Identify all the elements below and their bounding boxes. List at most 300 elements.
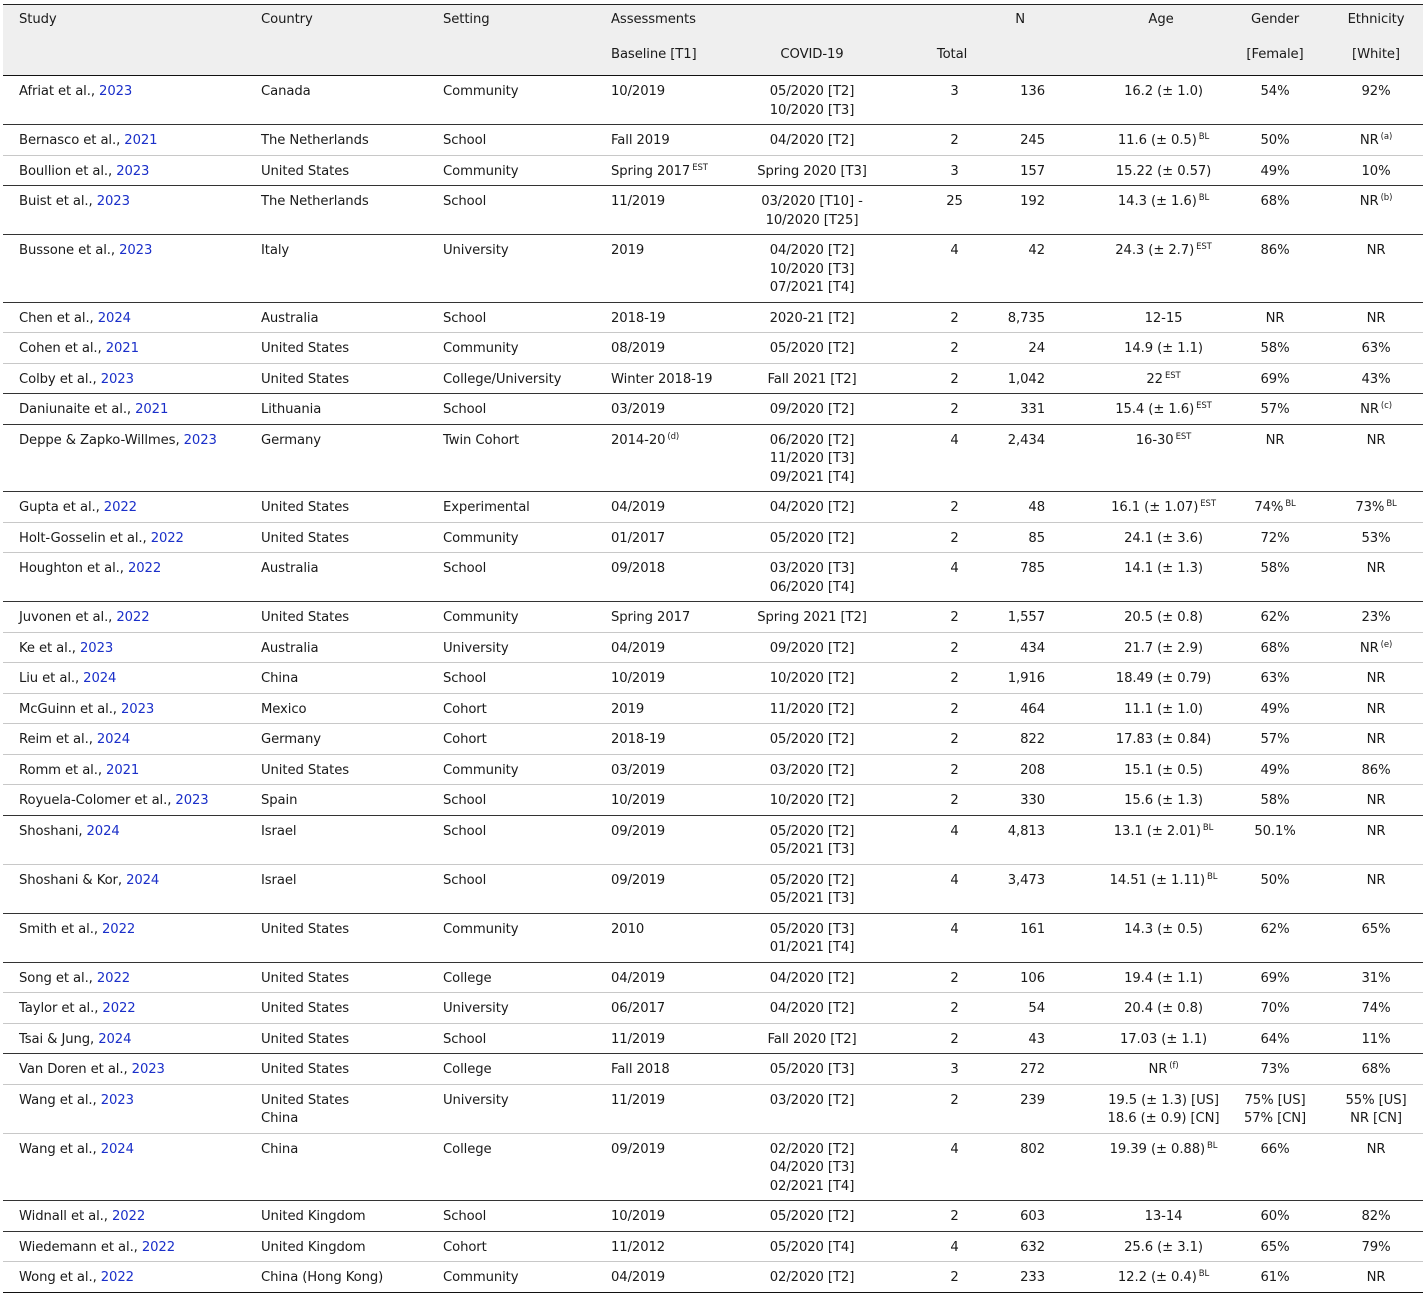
total-value: 2 <box>950 1001 959 1016</box>
gender-value: 73% <box>1260 1062 1290 1077</box>
cell-study <box>3 363 245 394</box>
ethnicity-value: NR [CN] <box>1350 1111 1402 1126</box>
study-year-link[interactable]: 2023 <box>119 243 153 258</box>
baseline-value: 04/2019 <box>611 640 666 656</box>
cell-age <box>1067 125 1221 156</box>
gender-line <box>1222 1061 1328 1080</box>
cell-setting <box>427 864 605 913</box>
cell-total <box>883 155 987 186</box>
country-line: United States <box>261 371 349 387</box>
cell-ethnicity <box>1329 76 1423 125</box>
setting-value: Community <box>443 530 519 546</box>
baseline-value: 2018-19 <box>611 732 666 747</box>
cell-total <box>883 962 987 993</box>
cell-total <box>883 815 987 864</box>
cell-country <box>245 1201 427 1232</box>
cell-gender <box>1221 1262 1329 1293</box>
baseline-value: Winter 2018-19 <box>611 371 713 387</box>
cell-total <box>883 913 987 962</box>
cell-covid <box>741 424 883 492</box>
baseline-value: 11/2019 <box>611 1031 666 1047</box>
cell-total <box>883 993 987 1024</box>
study-author: Wang et al., <box>19 1141 101 1157</box>
study-year-link[interactable]: 2021 <box>135 402 169 417</box>
cell-ethnicity <box>1329 553 1423 602</box>
total-value: 2 <box>950 1031 959 1047</box>
cell-study <box>3 785 245 816</box>
table-row <box>3 186 1423 235</box>
study-year-link[interactable]: 2023 <box>80 640 114 656</box>
covid-line: 02/2021 [T4] <box>769 1178 855 1194</box>
study-year-link[interactable]: 2024 <box>98 1031 132 1047</box>
ethnicity-value: 55% [US] <box>1345 1092 1407 1108</box>
age-line <box>1107 132 1220 151</box>
country-line: United Kingdom <box>261 1209 366 1224</box>
age-value: 14.1 (± 1.3) <box>1124 561 1203 576</box>
n-value: 8,735 <box>1007 310 1046 326</box>
cell-age <box>1067 1201 1221 1232</box>
setting-value: School <box>443 402 487 417</box>
cell-baseline <box>605 76 741 125</box>
cell-study <box>3 155 245 186</box>
age-line <box>1107 872 1220 891</box>
table-row <box>3 693 1423 724</box>
cell-gender <box>1221 125 1329 156</box>
cell-age <box>1067 424 1221 492</box>
gender-line <box>1222 340 1328 359</box>
gender-line <box>1222 609 1328 628</box>
cell-ethnicity <box>1329 1084 1423 1133</box>
covid-line: 05/2021 [T3] <box>769 842 855 857</box>
table-row <box>3 993 1423 1024</box>
total-value: 2 <box>950 970 959 986</box>
ethnicity-note: (a) <box>1380 132 1393 142</box>
cell-country <box>245 913 427 962</box>
cell-setting <box>427 785 605 816</box>
covid-line: 10/2020 [T25] <box>765 212 859 228</box>
cell-age <box>1067 864 1221 913</box>
cell-setting <box>427 1231 605 1262</box>
cell-study <box>3 186 245 235</box>
cell-gender <box>1221 394 1329 425</box>
age-line <box>1107 640 1220 659</box>
gender-value: 50% <box>1260 133 1290 148</box>
cell-total <box>883 724 987 755</box>
ethnicity-line <box>1330 1239 1422 1258</box>
n-value: 603 <box>1020 1209 1046 1224</box>
cell-country <box>245 1054 427 1085</box>
table-row <box>3 553 1423 602</box>
cell-n <box>987 155 1067 186</box>
age-value: 12-15 <box>1144 310 1183 326</box>
ethnicity-line <box>1330 970 1422 989</box>
cell-gender <box>1221 962 1329 993</box>
cell-baseline <box>605 663 741 694</box>
gender-line <box>1222 499 1328 518</box>
cell-total <box>883 235 987 303</box>
cell-gender <box>1221 1023 1329 1054</box>
cell-gender <box>1221 235 1329 303</box>
cell-n <box>987 125 1067 156</box>
cell-n <box>987 1231 1067 1262</box>
table-row <box>3 913 1423 962</box>
cell-study <box>3 1201 245 1232</box>
cell-age <box>1067 394 1221 425</box>
cell-total <box>883 333 987 364</box>
age-line <box>1107 921 1220 940</box>
n-value: 85 <box>1028 530 1046 546</box>
ethnicity-value: NR <box>1366 1141 1386 1157</box>
cell-study <box>3 1231 245 1262</box>
cell-age <box>1067 76 1221 125</box>
covid-line: 06/2020 [T2] <box>769 432 855 448</box>
cell-age <box>1067 602 1221 633</box>
table-row <box>3 1023 1423 1054</box>
gender-line <box>1222 1141 1328 1160</box>
covid-line: 05/2020 [T2] <box>769 1209 855 1224</box>
study-year-link[interactable]: 2023 <box>99 84 133 99</box>
cell-study <box>3 302 245 333</box>
age-note: EST <box>1196 242 1212 252</box>
age-line <box>1107 609 1220 628</box>
baseline-value: 08/2019 <box>611 341 666 356</box>
cell-country <box>245 333 427 364</box>
gender-value: 64% <box>1260 1031 1290 1047</box>
study-author: Cohen et al., <box>19 341 106 356</box>
age-line <box>1107 792 1220 811</box>
study-author: Wang et al., <box>19 1092 101 1108</box>
covid-line: 04/2020 [T2] <box>769 243 855 258</box>
n-value: 1,557 <box>1007 610 1046 625</box>
cell-ethnicity <box>1329 815 1423 864</box>
cell-study <box>3 235 245 303</box>
cell-setting <box>427 235 605 303</box>
table-row <box>3 663 1423 694</box>
study-year-link[interactable]: 2022 <box>102 1001 136 1016</box>
cell-baseline <box>605 913 741 962</box>
cell-total <box>883 76 987 125</box>
cell-covid <box>741 394 883 425</box>
total-value: 2 <box>950 732 959 747</box>
cell-ethnicity <box>1329 1262 1423 1293</box>
setting-value: School <box>443 872 487 888</box>
age-value: 15.1 (± 0.5) <box>1124 762 1203 778</box>
gender-value: 68% <box>1260 640 1290 656</box>
n-value: 272 <box>1020 1062 1046 1077</box>
cell-setting <box>427 1023 605 1054</box>
cell-study <box>3 663 245 694</box>
cell-country <box>245 522 427 553</box>
ethnicity-line <box>1330 1061 1422 1080</box>
ethnicity-value: NR <box>1359 133 1379 148</box>
ethnicity-line <box>1330 1208 1422 1227</box>
ethnicity-value: NR <box>1359 194 1379 209</box>
cell-study <box>3 1133 245 1201</box>
cell-covid <box>741 76 883 125</box>
study-year-link[interactable]: 2024 <box>100 1141 134 1157</box>
country-line: United States <box>261 500 349 515</box>
cell-country <box>245 1231 427 1262</box>
cell-covid <box>741 913 883 962</box>
cell-study <box>3 1023 245 1054</box>
covid-line: Fall 2021 [T2] <box>767 371 857 387</box>
ethnicity-value: 43% <box>1361 371 1391 387</box>
ethnicity-value: 31% <box>1361 970 1391 986</box>
cell-total <box>883 1023 987 1054</box>
age-line <box>1107 823 1220 842</box>
age-line <box>1107 371 1220 390</box>
cell-baseline <box>605 333 741 364</box>
study-year-link[interactable]: 2024 <box>96 732 131 747</box>
study-year-link[interactable]: 2023 <box>120 701 155 717</box>
study-author: Van Doren et al., <box>19 1062 132 1077</box>
cell-age <box>1067 333 1221 364</box>
cell-ethnicity <box>1329 785 1423 816</box>
gender-line <box>1222 1092 1328 1111</box>
study-year-link[interactable]: 2021 <box>105 341 139 356</box>
study-year-link[interactable]: 2023 <box>96 194 130 209</box>
ethnicity-value: NR <box>1366 310 1386 326</box>
study-year-link[interactable]: 2022 <box>103 500 137 515</box>
country-line: United States <box>261 1062 349 1077</box>
gender-line <box>1222 921 1328 940</box>
study-year-link[interactable]: 2022 <box>116 610 150 625</box>
cell-ethnicity <box>1329 632 1423 663</box>
ethnicity-value: NR <box>1366 243 1386 258</box>
cell-total <box>883 302 987 333</box>
cell-setting <box>427 522 605 553</box>
ethnicity-value: 92% <box>1361 84 1391 99</box>
covid-line: 07/2021 [T4] <box>769 280 855 295</box>
cell-setting <box>427 424 605 492</box>
baseline-value: 2019 <box>611 701 645 717</box>
cell-total <box>883 1084 987 1133</box>
cell-study <box>3 1262 245 1293</box>
gender-line <box>1222 432 1328 451</box>
country-line: Israel <box>261 823 297 839</box>
age-value: 19.5 (± 1.3) [US] <box>1108 1092 1219 1108</box>
baseline-value: 11/2019 <box>611 1092 666 1108</box>
cell-ethnicity <box>1329 663 1423 694</box>
study-year-link[interactable]: 2021 <box>106 762 140 778</box>
cell-ethnicity <box>1329 693 1423 724</box>
total-value: 2 <box>950 1209 959 1224</box>
cell-ethnicity <box>1329 363 1423 394</box>
n-value: 464 <box>1020 701 1046 717</box>
cell-age <box>1067 1084 1221 1133</box>
country-line: Australia <box>261 310 319 326</box>
cell-n <box>987 1201 1067 1232</box>
cell-n <box>987 754 1067 785</box>
gender-value: 68% <box>1260 194 1290 209</box>
total-value: 2 <box>950 671 959 686</box>
covid-line: 10/2020 [T2] <box>769 671 855 686</box>
total-value: 4 <box>950 823 959 839</box>
total-value: 4 <box>950 561 959 576</box>
cell-covid <box>741 553 883 602</box>
study-author: Wong et al., <box>19 1270 101 1285</box>
age-note: EST <box>1196 401 1212 411</box>
gender-value: 49% <box>1260 701 1290 717</box>
cell-n <box>987 302 1067 333</box>
study-year-link[interactable]: 2023 <box>116 163 150 179</box>
covid-line: 05/2020 [T3] <box>769 1062 855 1077</box>
cell-gender <box>1221 663 1329 694</box>
gender-value: NR <box>1265 310 1285 326</box>
baseline-value: 09/2019 <box>611 1141 666 1157</box>
ethnicity-value: 23% <box>1361 610 1391 625</box>
cell-covid <box>741 785 883 816</box>
study-author: Deppe & Zapko-Willmes, <box>19 432 184 448</box>
baseline-value: 04/2019 <box>611 970 666 986</box>
gender-value: 69% <box>1260 371 1290 387</box>
n-value: 4,813 <box>1007 823 1046 839</box>
study-year-link[interactable]: 2022 <box>102 921 136 937</box>
header-setting: Setting <box>427 5 605 42</box>
age-value: 14.3 (± 0.5) <box>1124 921 1203 937</box>
gender-value: 57% <box>1260 402 1290 417</box>
country-line: Italy <box>261 243 290 258</box>
ethnicity-value: NR <box>1366 793 1386 808</box>
study-year-link[interactable]: 2023 <box>175 793 209 808</box>
cell-setting <box>427 155 605 186</box>
cell-covid <box>741 864 883 913</box>
study-year-link[interactable]: 2023 <box>100 371 134 387</box>
study-year-link[interactable]: 2022 <box>150 530 184 546</box>
age-line <box>1107 1141 1220 1160</box>
country-line: Spain <box>261 793 298 808</box>
cell-n <box>987 394 1067 425</box>
cell-ethnicity <box>1329 302 1423 333</box>
age-note: (f) <box>1169 1061 1179 1071</box>
total-value: 2 <box>950 1270 959 1285</box>
cell-age <box>1067 1231 1221 1262</box>
covid-line: 11/2020 [T2] <box>769 701 855 717</box>
age-value: 14.9 (± 1.1) <box>1124 341 1203 356</box>
covid-line: 05/2020 [T2] <box>769 341 855 356</box>
ethnicity-line <box>1330 670 1422 689</box>
ethnicity-line <box>1330 242 1422 261</box>
gender-value: 74% <box>1254 500 1284 515</box>
n-value: 822 <box>1020 732 1046 747</box>
cell-study <box>3 602 245 633</box>
n-value: 245 <box>1020 133 1046 148</box>
study-year-link[interactable]: 2023 <box>131 1062 165 1077</box>
study-year-link[interactable]: 2024 <box>86 823 120 839</box>
cell-baseline <box>605 785 741 816</box>
cell-age <box>1067 235 1221 303</box>
country-line: Germany <box>261 732 321 747</box>
cell-country <box>245 1023 427 1054</box>
gender-line <box>1222 1208 1328 1227</box>
cell-gender <box>1221 333 1329 364</box>
country-line: United States <box>261 341 349 356</box>
age-note: EST <box>1200 499 1216 509</box>
age-note: EST <box>1164 370 1181 381</box>
cell-total <box>883 492 987 523</box>
cell-ethnicity <box>1329 1231 1423 1262</box>
baseline-value: 04/2019 <box>611 500 666 515</box>
cell-gender <box>1221 754 1329 785</box>
study-author: Reim et al., <box>19 732 97 747</box>
cell-covid <box>741 1023 883 1054</box>
study-author: Ke et al., <box>19 640 80 656</box>
study-year-link[interactable]: 2023 <box>183 432 217 448</box>
setting-value: Community <box>443 84 519 99</box>
ethnicity-line <box>1330 731 1422 750</box>
study-year-link[interactable]: 2022 <box>96 970 131 986</box>
cell-gender <box>1221 522 1329 553</box>
study-year-link[interactable]: 2022 <box>141 1239 176 1255</box>
gender-line <box>1222 163 1328 182</box>
cell-ethnicity <box>1329 155 1423 186</box>
n-value: 54 <box>1028 1001 1046 1016</box>
study-year-link[interactable]: 2024 <box>97 310 131 326</box>
setting-value: Twin Cohort <box>443 432 520 448</box>
cell-gender <box>1221 693 1329 724</box>
cell-n <box>987 363 1067 394</box>
baseline-value: 09/2019 <box>611 872 666 888</box>
gender-value: 65% <box>1260 1239 1290 1255</box>
total-value: 2 <box>950 500 959 515</box>
cell-covid <box>741 754 883 785</box>
cell-country <box>245 1084 427 1133</box>
ethnicity-note: (c) <box>1380 401 1392 411</box>
study-author: Taylor et al., <box>19 1001 103 1016</box>
gender-line <box>1222 193 1328 212</box>
total-value: 2 <box>950 762 959 778</box>
age-line <box>1107 193 1220 212</box>
gender-line <box>1222 1031 1328 1050</box>
covid-line: 05/2020 [T3] <box>769 921 855 937</box>
cell-total <box>883 424 987 492</box>
cell-study <box>3 913 245 962</box>
study-year-link[interactable]: 2022 <box>127 561 162 576</box>
cell-country <box>245 363 427 394</box>
study-author: Chen et al., <box>19 310 98 326</box>
gender-line <box>1222 1239 1328 1258</box>
study-year-link[interactable]: 2024 <box>126 872 160 888</box>
gender-line <box>1222 242 1328 261</box>
cell-total <box>883 754 987 785</box>
study-year-link[interactable]: 2023 <box>100 1092 134 1108</box>
cell-covid <box>741 632 883 663</box>
cell-country <box>245 815 427 864</box>
cell-gender <box>1221 424 1329 492</box>
cell-gender <box>1221 785 1329 816</box>
study-year-link[interactable]: 2022 <box>100 1270 134 1285</box>
ethnicity-value: NR <box>1366 701 1386 717</box>
covid-line: 05/2020 [T2] <box>769 530 855 546</box>
study-author: Gupta et al., <box>19 500 104 515</box>
n-value: 802 <box>1020 1141 1046 1157</box>
study-year-link[interactable]: 2022 <box>111 1209 146 1224</box>
ethnicity-value: NR <box>1366 561 1386 576</box>
cell-total <box>883 522 987 553</box>
setting-value: School <box>443 823 487 839</box>
cell-baseline <box>605 522 741 553</box>
covid-line: 09/2020 [T2] <box>769 640 855 656</box>
study-year-link[interactable]: 2021 <box>124 133 158 148</box>
cell-age <box>1067 186 1221 235</box>
baseline-value: 09/2018 <box>611 561 666 576</box>
cell-total <box>883 363 987 394</box>
age-value: 12.2 (± 0.4) <box>1117 1270 1197 1285</box>
cell-baseline <box>605 553 741 602</box>
gender-value: 86% <box>1260 243 1290 258</box>
total-value: 3 <box>950 1062 959 1077</box>
study-year-link[interactable]: 2024 <box>83 671 117 686</box>
